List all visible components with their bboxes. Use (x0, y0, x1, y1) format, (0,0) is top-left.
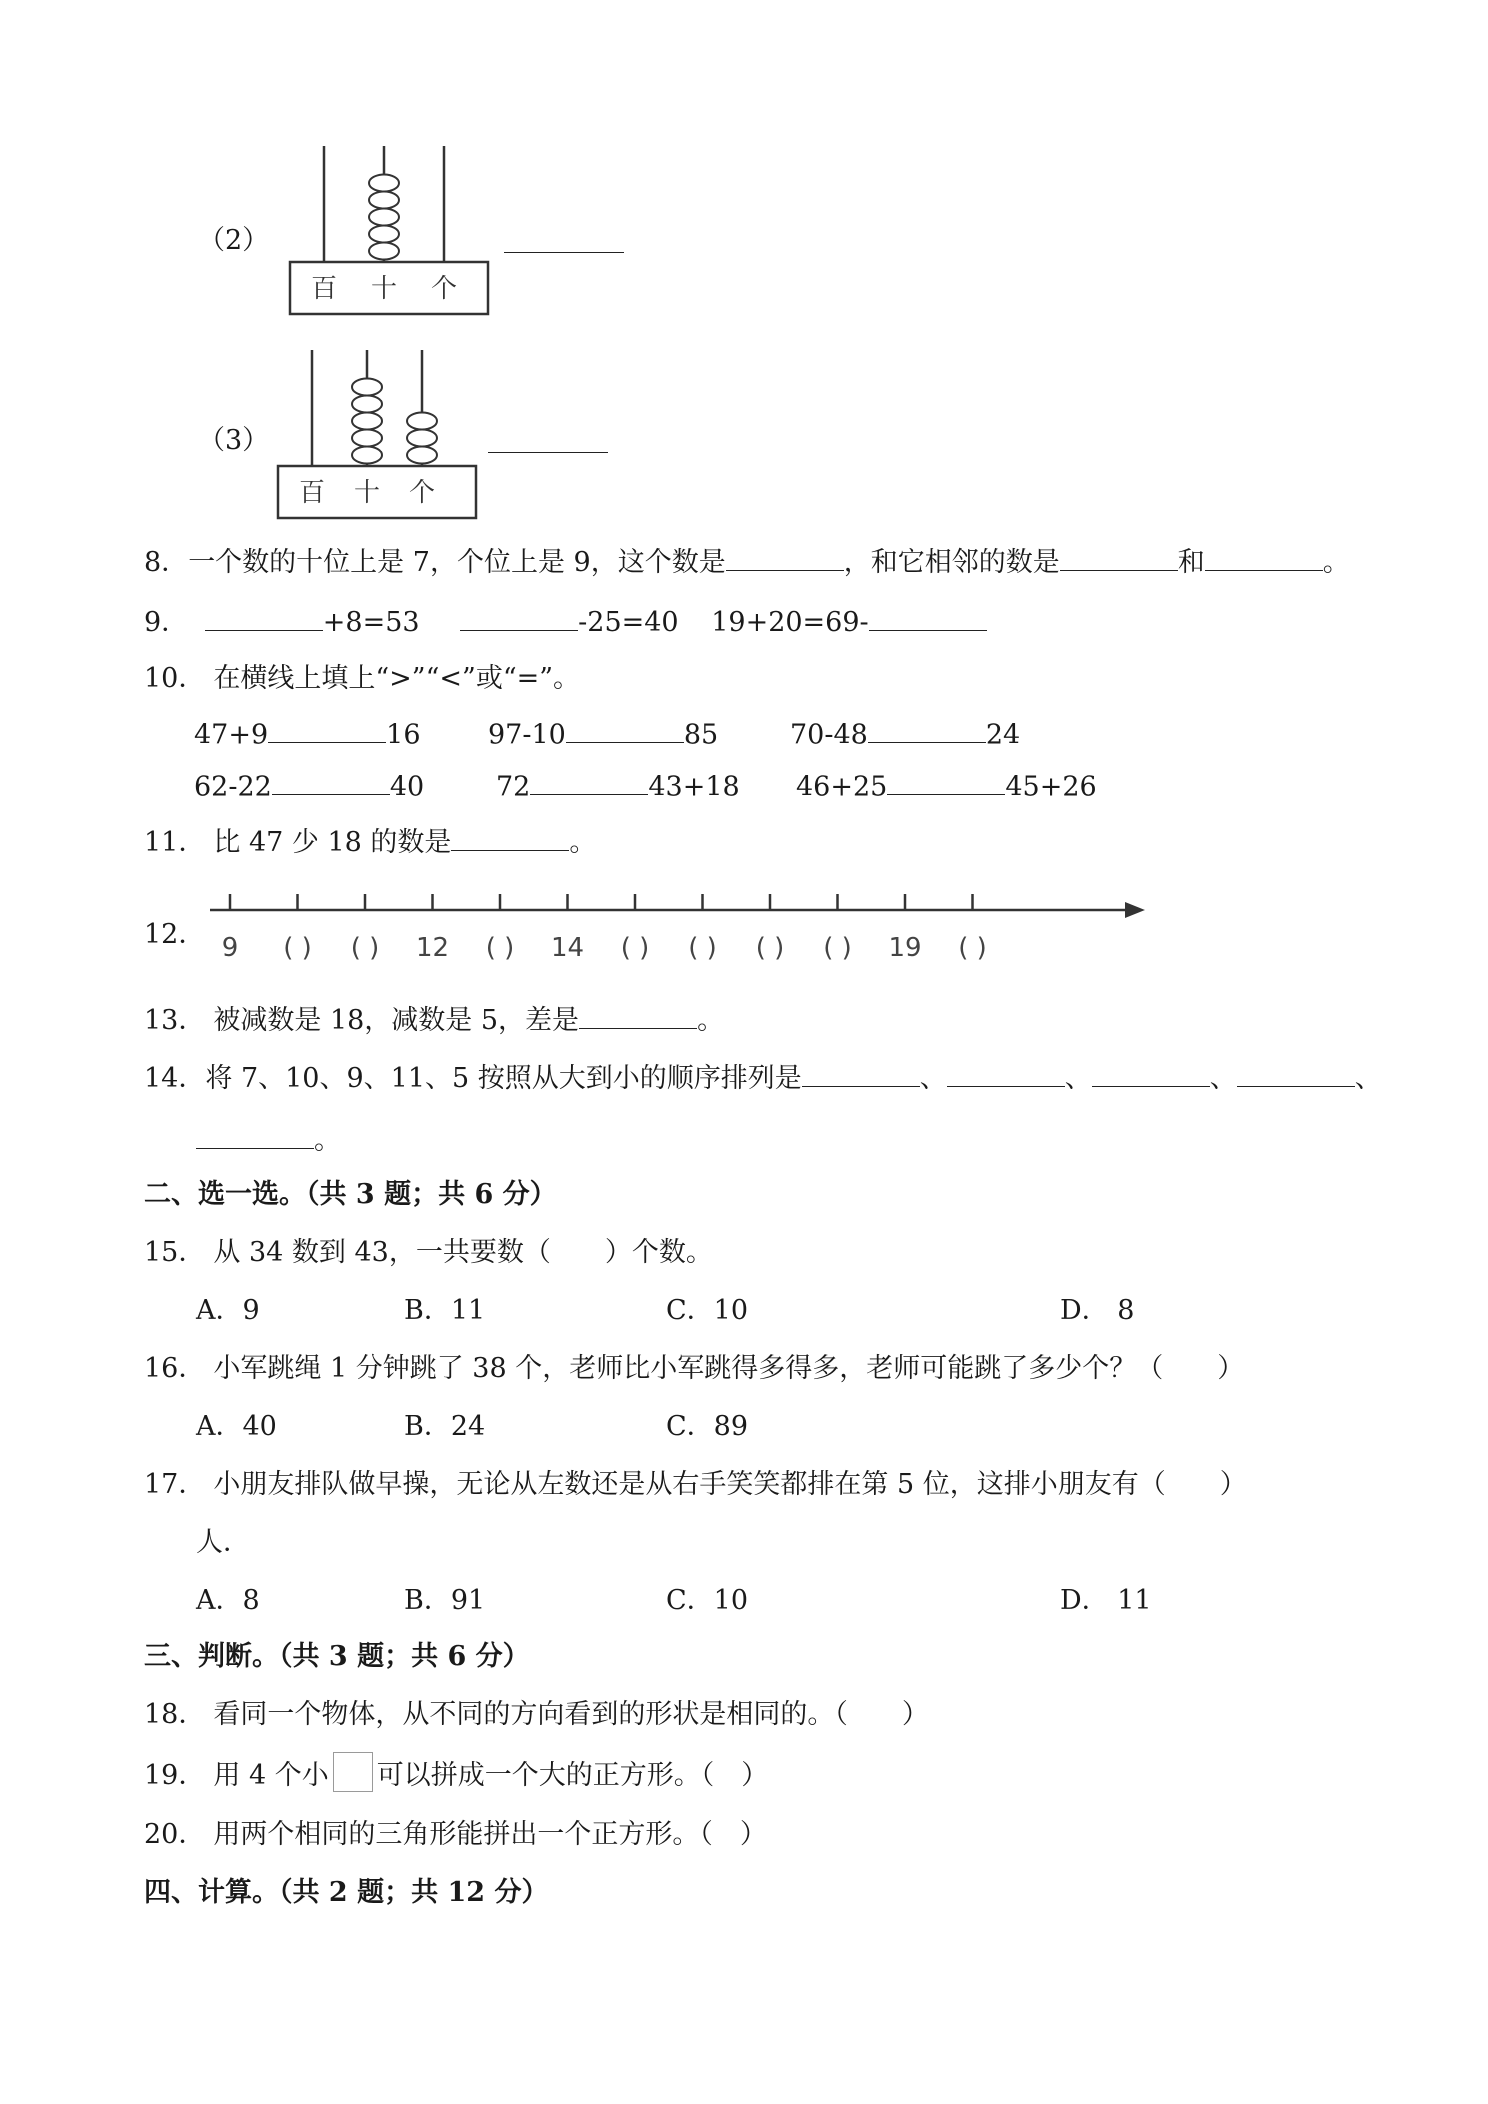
question-20 (144, 1812, 767, 1851)
q16-option-a[interactable]: A．40 (196, 1411, 277, 1442)
question-13 (144, 998, 724, 1037)
q10-r2-blank-1[interactable] (272, 766, 390, 795)
q12-answer-bracket[interactable]: ( ) (823, 933, 852, 963)
q15-text: 从 34 数到 43，一共要数（ ）个数。 (213, 1237, 713, 1268)
question-17 (144, 1462, 1247, 1501)
q12-tick-label: 19 (888, 933, 922, 963)
q17-text: 小朋友排队做早操，无论从左数还是从右手笑笑都排在第 5 位，这排小朋友有（ ） (213, 1469, 1247, 1500)
q10-r2-left-2: 72 (496, 771, 531, 803)
section-3-title: 三、判断。（共 3 题；共 6 分） (144, 1641, 530, 1672)
q10-r2-right-3: 45+26 (1005, 771, 1097, 803)
question-14-line-2 (196, 1118, 341, 1157)
q10-row-1-item-1 (194, 714, 421, 750)
q12-answer-bracket[interactable]: ( ) (485, 933, 515, 963)
question-19 (144, 1752, 768, 1792)
q11-blank[interactable] (451, 822, 569, 851)
q18-number: 18． (144, 1699, 206, 1730)
q19-number: 19． (144, 1760, 206, 1791)
q11-text-b: 。 (569, 827, 597, 858)
q10-row-1-item-3 (790, 714, 1020, 750)
q10-r1-blank-3[interactable] (868, 714, 986, 743)
q14-blank-2[interactable] (947, 1058, 1065, 1087)
q17-option-c[interactable]: C．10 (666, 1585, 749, 1616)
question-18 (144, 1692, 929, 1731)
q14-blank-5[interactable] (196, 1120, 314, 1149)
q17-text-2: 人． (196, 1527, 250, 1558)
q8-text-b: ，和它相邻的数是 (843, 547, 1060, 578)
q14-text: 将 7、10、9、11、5 按照从大到小的顺序排列是 (205, 1063, 802, 1094)
q17-option-d[interactable]: D． 11 (1060, 1585, 1152, 1616)
q10-r1-left-3: 70-48 (790, 719, 868, 751)
q18-text: 看同一个物体，从不同的方向看到的形状是相同的。（ ） (213, 1699, 929, 1730)
q14-blank-3[interactable] (1092, 1058, 1210, 1087)
q10-text: 在横线上填上“>”“<”或“=”。 (213, 663, 581, 694)
q16-number: 16． (144, 1353, 206, 1384)
q12-tick-label: 9 (221, 933, 239, 963)
q10-row-1-item-2 (488, 714, 718, 750)
q17-option-b[interactable]: B．91 (404, 1585, 486, 1616)
q13-text-b: 。 (697, 1005, 725, 1036)
q16-option-b[interactable]: B．24 (404, 1411, 486, 1442)
q13-text-a: 被减数是 18，减数是 5，差是 (213, 1005, 580, 1036)
q9-blank-3[interactable] (869, 602, 987, 631)
q16-text: 小军跳绳 1 分钟跳了 38 个，老师比小军跳得多得多，老师可能跳了多少个？（ ） (213, 1353, 1245, 1384)
abacus-3-tens: 十 (353, 478, 381, 508)
abacus-2-tens: 十 (370, 274, 398, 304)
q12-answer-bracket[interactable]: ( ) (350, 933, 380, 963)
q8-blank-neighbor-2[interactable] (1205, 542, 1323, 571)
q12-number-line (200, 880, 1160, 980)
abacus-2-answer-blank[interactable] (504, 224, 624, 253)
abacus-3-answer-blank[interactable] (488, 424, 608, 453)
q8-blank-number[interactable] (726, 542, 844, 571)
q12-answer-bracket[interactable]: ( ) (688, 933, 717, 963)
q19-text-a: 用 4 个小 (213, 1760, 329, 1791)
q17-option-a[interactable]: A．8 (196, 1585, 260, 1616)
q8-number: 8． (144, 547, 189, 578)
abacus-label-2: （2） (198, 225, 270, 256)
q10-r1-right-2: 85 (683, 719, 719, 751)
q15-option-a[interactable]: A．9 (196, 1295, 260, 1326)
q10-number: 10． (144, 663, 206, 694)
abacus-2-ones: 个 (430, 274, 458, 304)
q8-blank-neighbor-1[interactable] (1060, 542, 1178, 571)
q10-r1-right-3: 24 (985, 719, 1021, 751)
q10-r2-left-3: 46+25 (796, 771, 888, 803)
q19-text-b: 可以拼成一个大的正方形。（ ） (376, 1760, 769, 1791)
q10-row-2-item-2 (496, 766, 740, 802)
q12-answer-bracket[interactable]: ( ) (755, 933, 785, 963)
q9-number: 9． (144, 607, 189, 638)
q11-number: 11． (144, 827, 206, 858)
q14-end: 。 (314, 1125, 341, 1156)
q14-sep-2: 、 (1064, 1063, 1092, 1094)
q12-tick-label: 12 (415, 933, 450, 963)
q12-tick-label: 14 (550, 933, 585, 963)
q12-answer-bracket[interactable]: ( ) (283, 933, 312, 963)
abacus-3-hundreds: 百 (298, 478, 326, 508)
q15-number: 15． (144, 1237, 206, 1268)
question-10 (144, 656, 580, 695)
q14-blank-4[interactable] (1237, 1058, 1355, 1087)
q14-number: 14． (144, 1063, 206, 1094)
question-8 (144, 540, 1350, 579)
q10-r1-left-2: 97-10 (488, 719, 566, 751)
q9-expr-1: +8=53 (322, 607, 420, 638)
abacus-2 (280, 140, 520, 320)
q10-row-2-item-1 (194, 766, 424, 802)
q10-r1-right-1: 16 (386, 719, 421, 751)
q10-r1-blank-2[interactable] (566, 714, 684, 743)
q20-text: 用两个相同的三角形能拼出一个正方形。（ ） (213, 1819, 767, 1850)
q15-option-b[interactable]: B．11 (404, 1295, 486, 1326)
abacus-2-hundreds: 百 (310, 274, 338, 304)
q10-row-2-item-3 (796, 766, 1097, 802)
q8-text-d: 。 (1322, 547, 1350, 578)
q11-text-a: 比 47 少 18 的数是 (213, 827, 452, 858)
q16-option-c[interactable]: C．89 (666, 1411, 749, 1442)
q10-r2-left-1: 62-22 (194, 771, 272, 803)
q10-r2-blank-2[interactable] (530, 766, 648, 795)
q14-sep-4: 、 (1354, 1063, 1382, 1094)
question-15 (144, 1230, 713, 1269)
q10-r1-blank-1[interactable] (268, 714, 386, 743)
q15-option-c[interactable]: C．10 (666, 1295, 749, 1326)
question-11 (144, 820, 596, 859)
small-square-icon (333, 1752, 373, 1792)
abacus-label-3: （3） (198, 425, 270, 456)
q9-expr-3: 19+20=69- (711, 607, 869, 638)
section-2-title: 二、选一选。（共 3 题；共 6 分） (144, 1179, 557, 1210)
section-4-title: 四、计算。（共 2 题；共 12 分） (144, 1877, 549, 1908)
q9-blank-2[interactable] (460, 602, 578, 631)
abacus-3-ones: 个 (408, 478, 436, 508)
q12-number: 12． (144, 919, 206, 950)
q15-option-d[interactable]: D． 8 (1060, 1295, 1135, 1326)
abacus-3 (268, 344, 508, 524)
q17-number: 17． (144, 1469, 206, 1500)
q10-r2-right-2: 43+18 (648, 771, 740, 803)
q14-sep-1: 、 (919, 1063, 947, 1094)
q20-number: 20． (144, 1819, 206, 1850)
q8-text-a: 一个数的十位上是 7，个位上是 9，这个数是 (188, 547, 726, 578)
q12-answer-bracket[interactable]: ( ) (620, 933, 650, 963)
q14-sep-3: 、 (1209, 1063, 1237, 1094)
question-14 (144, 1056, 1382, 1095)
q10-r2-blank-3[interactable] (887, 766, 1005, 795)
q13-number: 13． (144, 1005, 206, 1036)
q13-blank[interactable] (579, 1000, 697, 1029)
q10-r1-left-1: 47+9 (194, 719, 269, 751)
q12-answer-bracket[interactable]: ( ) (958, 933, 987, 963)
question-9 (144, 600, 987, 639)
q9-blank-1[interactable] (205, 602, 323, 631)
q8-text-c: 和 (1177, 547, 1205, 578)
question-16 (144, 1346, 1244, 1385)
q14-blank-1[interactable] (802, 1058, 920, 1087)
q10-r2-right-1: 40 (389, 771, 425, 803)
q9-expr-2: -25=40 (578, 607, 679, 638)
